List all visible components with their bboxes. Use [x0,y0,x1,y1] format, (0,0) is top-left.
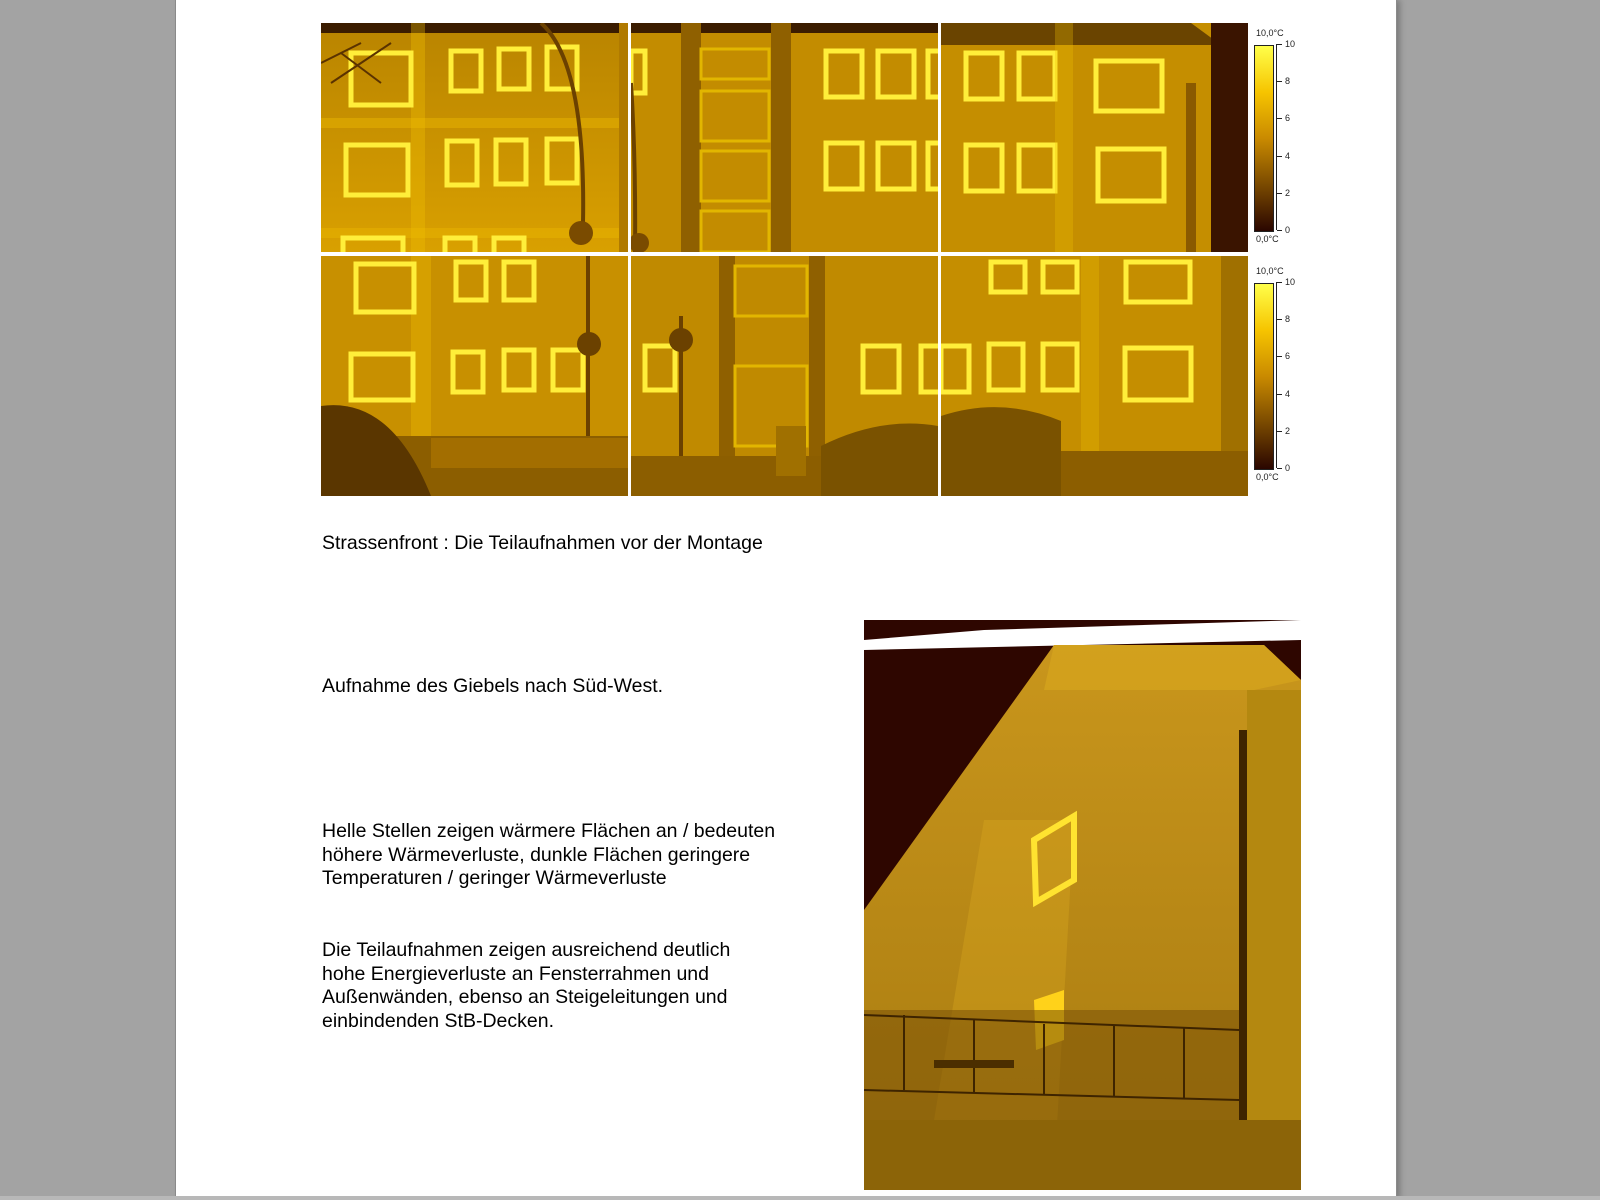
color-bar [1254,283,1274,470]
gable-thermal-image [864,620,1301,1190]
tick-label: 4 [1285,389,1291,399]
tick-label: 10 [1285,39,1296,49]
scale-max-label: 10,0°C [1256,28,1284,38]
thermal-tile-bottom-right [941,256,1248,496]
tick-label: 8 [1285,314,1291,324]
street-front-thermal-mosaic [321,23,1268,496]
temperature-scale-top [1254,28,1324,248]
scale-max-label: 10,0°C [1256,266,1284,276]
tick-label: 0 [1285,463,1291,473]
thermal-tile-top-right [941,23,1248,252]
tick-label: 10 [1285,277,1296,287]
thermal-tile-top-left [321,23,628,252]
conclusion-paragraph: Die Teilaufnahmen zeigen ausreichend deutlich hohe Energieverluste an Fensterrahmen und Außenwänden, ebenso an Steigeleitungen und einbindenden StB-Decken. [322,939,731,1032]
tick-label: 8 [1285,76,1291,86]
tick-label: 2 [1285,188,1291,198]
tick-label: 6 [1285,113,1291,123]
thermal-tile-bottom-middle [631,256,938,496]
scale-ticks [1276,39,1296,235]
thermal-tile-top-middle [631,23,938,252]
document-page [176,0,1396,1200]
viewer-bottom-edge [0,1196,1600,1200]
tick-label: 4 [1285,151,1291,161]
thermal-tile-bottom-left [321,256,628,496]
explanation-paragraph: Helle Stellen zeigen wärmere Flächen an / bedeuten höhere Wärmeverluste, dunkle Flächen geringere Temperaturen / geringer Wärmeverluste [322,820,776,889]
tick-label: 0 [1285,225,1291,235]
tick-label: 6 [1285,351,1291,361]
gable-caption: Aufnahme des Giebels nach Süd-West. [322,675,664,697]
temperature-scale-bottom [1254,266,1324,486]
scale-min-label: 0,0°C [1256,472,1279,482]
scale-min-label: 0,0°C [1256,234,1279,244]
tick-label: 2 [1285,426,1291,436]
street-front-caption: Strassenfront : Die Teilaufnahmen vor der Montage [322,532,763,554]
color-bar [1254,45,1274,232]
scale-ticks [1276,277,1296,473]
